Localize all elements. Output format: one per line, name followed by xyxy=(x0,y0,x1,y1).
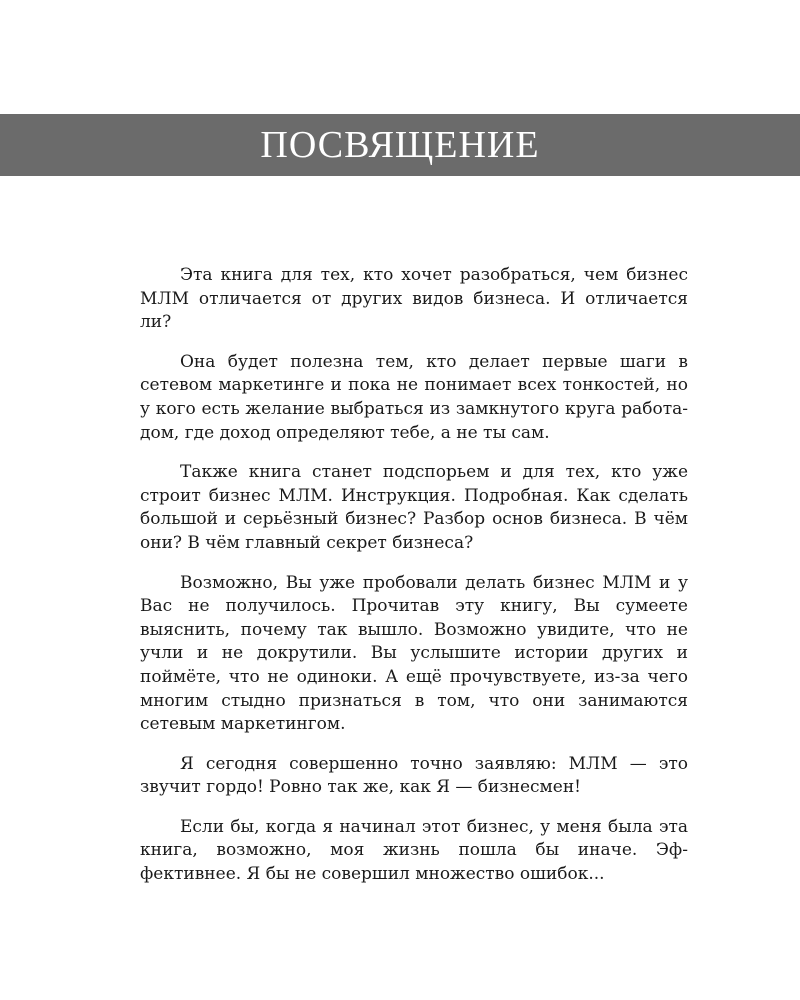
paragraph-2: Она будет полезна тем, кто делает первые шаги в сетевом маркетинге и пока не понимает всех тонкостей, но у кого есть желание выбраться из замкнутого круга работа-дом, где доход определяют тебе, а не ты сам. xyxy=(140,351,688,443)
paragraph-4: Возможно, Вы уже пробовали делать бизнес МЛМ и у Вас не получилось. Прочитав эту книгу, Вы сумеете выяснить, почему так вышло. Возможно увидите, что не учли и не докрутили. Вы услышите истории других и поймёте, что не одиноки. А ещё прочувствуете, из-за чего многим стыдно признаться в том, что они занимаются сетевым маркетингом. xyxy=(140,572,688,735)
chapter-banner xyxy=(0,114,800,176)
chapter-body xyxy=(140,264,688,903)
paragraph-5: Я сегодня совершенно точно заявляю: МЛМ — это звучит гордо! Ровно так же, как Я — бизнесмен! xyxy=(140,753,688,798)
paragraph-1: Эта книга для тех, кто хочет разобраться, чем бизнес МЛМ отличается от других видов бизнеса. И отличается ли? xyxy=(140,265,688,333)
chapter-title: ПОСВЯЩЕНИЕ xyxy=(260,124,540,166)
paragraph-3: Также книга станет подспорьем и для тех, кто уже строит бизнес МЛМ. Инструкция. Подробная. Как сделать большой и серьёзный бизнес? Разбор основ бизнеса. В чём они? В чём главный секрет бизнеса? xyxy=(140,462,688,553)
paragraph-6: Если бы, когда я начинал этот бизнес, у меня была эта книга, возможно, моя жизнь пошла бы иначе. Эффективнее. Я бы не совершил множество ошибок... xyxy=(140,816,688,885)
